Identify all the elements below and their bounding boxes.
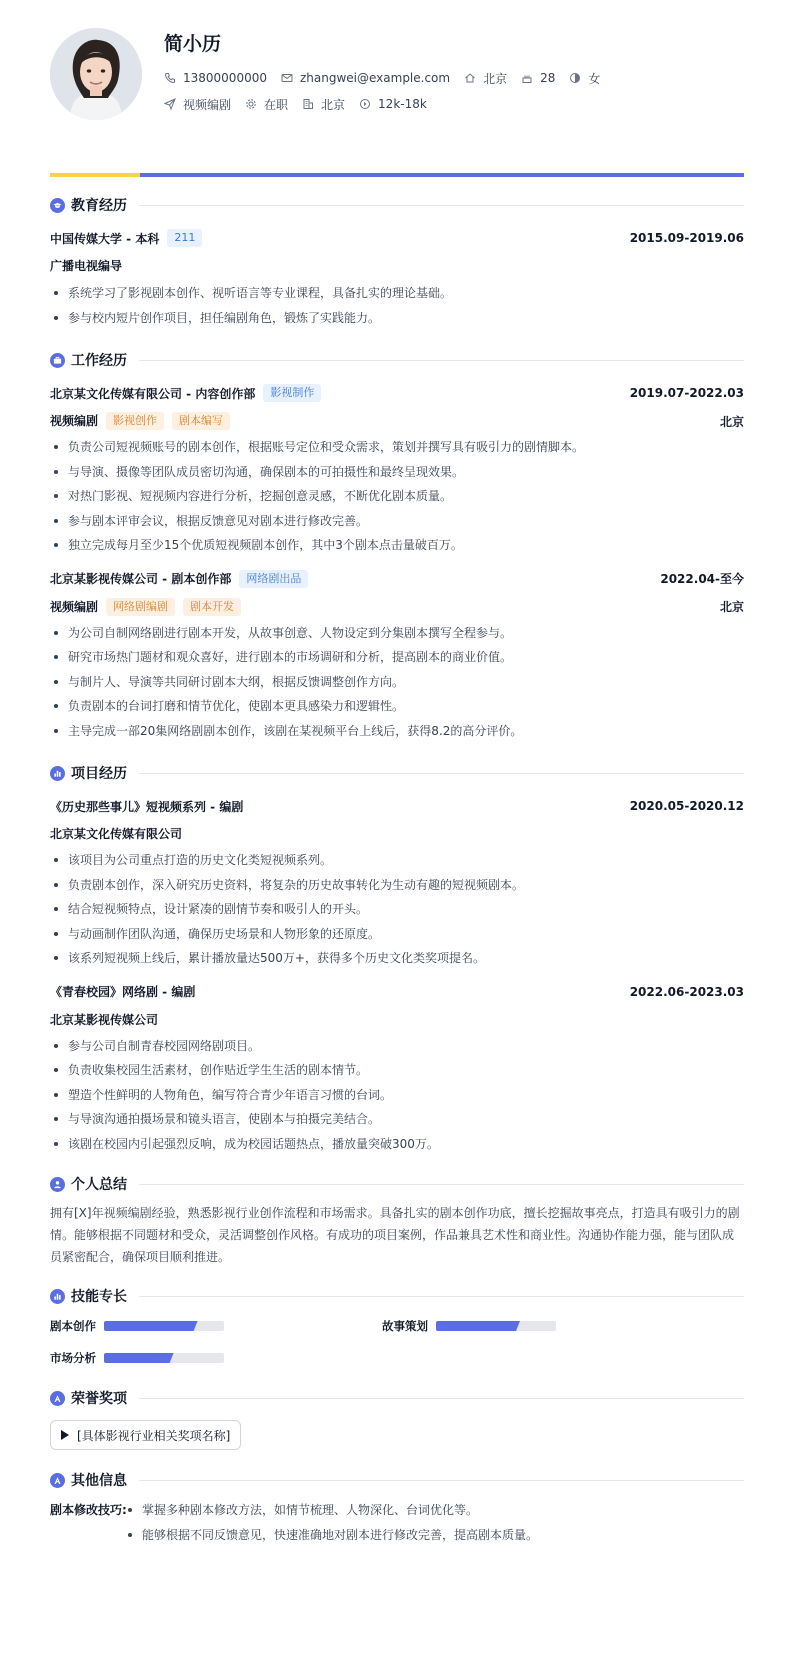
education-entry	[50, 227, 744, 330]
entry-head	[50, 981, 744, 1003]
section-rule	[139, 773, 744, 774]
skill-name: 市场分析	[50, 1351, 96, 1365]
summary-text: 拥有[X]年视频编剧经验，熟悉影视行业创作流程和市场需求。具备扎实的剧本创作功底，擅长挖掘故事亮点，打造具有吸引力的剧情。能够根据不同题材和受众，灵活调整创作风格。有成功的项目案例，作品兼具艺术性和商业性。沟通协作能力强，能与团队成员紧密配合，确保项目顺利推进。	[50, 1206, 740, 1264]
section-other-title	[50, 1470, 744, 1490]
list-item: 与制片人、导演等共同研讨剧本大纲，根据反馈调整创作方向。	[50, 670, 744, 695]
section-rule	[139, 1296, 744, 1297]
skill-fill	[104, 1353, 174, 1363]
entry-head	[50, 382, 744, 404]
mail-icon	[281, 72, 293, 84]
section-heading: 项目经历	[71, 766, 127, 782]
skill-name: 故事策划	[382, 1319, 428, 1333]
portrait-icon	[50, 28, 142, 120]
salary-text: 12k-18k	[378, 97, 427, 111]
entry-period: 2022.06-2023.03	[629, 984, 744, 999]
salary-item	[359, 97, 427, 111]
gender-item	[569, 70, 600, 87]
list-item: 与导演、摄像等团队成员密切沟通，确保剧本的可拍摄性和最终呈现效果。	[50, 460, 744, 485]
section-heading: 教育经历	[71, 198, 127, 214]
coin-icon	[359, 98, 371, 110]
section-rule	[139, 360, 744, 361]
section-education-title	[50, 195, 744, 215]
list-item: 主导完成一部20集网络剧剧本创作，该剧在某视频平台上线后，获得8.2的高分评价。	[50, 719, 744, 744]
project-name: 《青春校园》网络剧 - 编剧	[50, 985, 196, 999]
section-work-title	[50, 350, 744, 370]
project-org: 北京某文化传媒有限公司	[50, 827, 183, 841]
company-tag: 影视制作	[263, 384, 321, 402]
company-name: 北京某影视传媒公司 - 剧本创作部	[50, 572, 232, 586]
project-bullets	[50, 1034, 744, 1157]
section-honors-title	[50, 1388, 744, 1408]
work-city: 北京	[719, 600, 744, 614]
entry-head	[50, 568, 744, 590]
list-item: 与动画制作团队沟通，确保历史场景和人物形象的还原度。	[50, 922, 744, 947]
work-city: 北京	[719, 414, 744, 429]
work-entry	[50, 568, 744, 744]
project-name: 《历史那些事儿》短视频系列 - 编剧	[50, 799, 244, 814]
section-summary-title	[50, 1174, 744, 1194]
phone-item	[164, 71, 267, 85]
home-icon	[464, 72, 476, 84]
section-rule	[139, 1480, 744, 1481]
contact-row	[164, 69, 614, 87]
role-row	[50, 410, 744, 432]
award-item[interactable]	[50, 1420, 241, 1450]
job-text: 视频编剧	[183, 97, 232, 112]
list-item: 塑造个性鲜明的人物角色，编写符合青少年语言习惯的台词。	[50, 1083, 744, 1108]
user-icon	[50, 1177, 65, 1192]
skill-fill	[104, 1321, 198, 1331]
location-text: 北京	[483, 71, 508, 86]
section-heading: 工作经历	[71, 353, 127, 369]
other-bullets	[124, 1498, 538, 1547]
skill-item	[382, 1316, 702, 1336]
skill-item	[50, 1316, 382, 1336]
role-name: 视频编剧	[50, 414, 99, 428]
gender-icon	[569, 72, 581, 84]
major: 广播电视编导	[50, 259, 123, 273]
section-rule	[139, 1398, 744, 1399]
list-item: 研究市场热门题材和观众喜好，进行剧本的市场调研和分析，提高剧本的商业价值。	[50, 645, 744, 670]
list-item: 对热门影视、短视频内容进行分析，挖掘创意灵感，不断优化剧本质量。	[50, 484, 744, 509]
list-item: 能够根据不同反馈意见，快速准确地对剧本进行修改完善，提高剧本质量。	[124, 1523, 538, 1548]
section-heading: 技能专长	[71, 1289, 127, 1305]
job-item	[164, 96, 231, 113]
job-row	[164, 95, 614, 113]
target-city-text: 北京	[321, 97, 346, 112]
skill-bar	[104, 1353, 224, 1363]
phone-icon	[164, 72, 176, 84]
entry-period: 2022.04-至今	[660, 572, 744, 586]
header-divider-highlight	[50, 173, 140, 177]
skill-bar	[436, 1321, 556, 1331]
entry-head	[50, 795, 744, 817]
building-icon	[302, 98, 314, 110]
role-name: 视频编剧	[50, 599, 99, 614]
role-tag: 影视创作	[106, 412, 164, 430]
project-entry	[50, 795, 744, 971]
section-rule	[139, 1184, 744, 1185]
entry-head	[50, 227, 744, 249]
section-heading: 个人总结	[71, 1177, 127, 1193]
entry-period: 2015.09-2019.06	[629, 231, 744, 245]
avatar	[50, 28, 142, 120]
project-entry	[50, 981, 744, 1157]
company-tag: 网络剧出品	[239, 570, 308, 588]
section-rule	[139, 205, 744, 206]
skills-grid	[50, 1316, 744, 1368]
work-bullets	[50, 621, 744, 744]
candidate-name: 简小历	[164, 33, 222, 55]
header-divider-bar	[50, 173, 744, 177]
skill-fill	[436, 1321, 520, 1331]
section-projects-title	[50, 763, 744, 783]
section-heading: 其他信息	[71, 1473, 127, 1489]
role-tag: 网络剧编剧	[106, 598, 175, 616]
award-icon	[50, 1473, 65, 1488]
role-tag: 剧本开发	[183, 598, 241, 616]
gear-icon	[245, 98, 257, 110]
education-bullets	[50, 281, 744, 330]
other-label: 剧本修改技巧:	[50, 1503, 127, 1517]
phone-text: 13800000000	[183, 71, 267, 85]
list-item: 该项目为公司重点打造的历史文化类短视频系列。	[50, 848, 744, 873]
bar-chart-icon	[50, 1289, 65, 1304]
list-item: 参与公司自制青春校园网络剧项目。	[50, 1034, 744, 1059]
list-item: 负责收集校园生活素材，创作贴近学生生活的剧本情节。	[50, 1058, 744, 1083]
work-entry	[50, 382, 744, 558]
list-item: 负责公司短视频账号的剧本创作，根据账号定位和受众需求，策划并撰写具有吸引力的剧情脚本。	[50, 435, 744, 460]
role-row	[50, 596, 744, 618]
list-item: 参与剧本评审会议，根据反馈意见对剧本进行修改完善。	[50, 509, 744, 534]
section-skills-title	[50, 1286, 744, 1306]
email-item	[281, 71, 450, 85]
list-item: 该剧在校园内引起强烈反响，成为校园话题热点，播放量突破300万。	[50, 1132, 744, 1157]
award-icon	[50, 1391, 65, 1406]
school-tag: 211	[167, 229, 202, 247]
location-item	[464, 70, 507, 87]
gender-text: 女	[588, 71, 601, 86]
company-name: 北京某文化传媒有限公司 - 内容创作部	[50, 386, 256, 401]
section-heading: 荣誉奖项	[71, 1391, 127, 1407]
list-item: 与导演沟通拍摄场景和镜头语言，使剧本与拍摄完美结合。	[50, 1107, 744, 1132]
age-item	[521, 71, 555, 85]
target-city-item	[302, 96, 345, 113]
list-item: 结合短视频特点，设计紧凑的剧情节奏和吸引人的开头。	[50, 897, 744, 922]
skill-item	[50, 1348, 382, 1368]
skill-name: 剧本创作	[50, 1319, 96, 1333]
role-tag: 剧本编写	[172, 412, 230, 430]
graduation-cap-icon	[50, 198, 65, 213]
play-icon	[61, 1430, 69, 1440]
email-text: zhangwei@example.com	[299, 71, 451, 85]
list-item: 参与校内短片创作项目，担任编剧角色，锻炼了实践能力。	[50, 306, 744, 331]
list-item: 掌握多种剧本修改方法，如情节梳理、人物深化、台词优化等。	[124, 1498, 538, 1523]
bar-chart-icon	[50, 766, 65, 781]
status-text: 在职	[264, 97, 289, 112]
project-org: 北京某影视传媒公司	[50, 1012, 159, 1027]
cake-icon	[521, 72, 533, 84]
entry-period: 2019.07-2022.03	[629, 386, 744, 400]
project-bullets	[50, 848, 744, 971]
list-item: 独立完成每月至少15个优质短视频剧本创作，其中3个剧本点击量破百万。	[50, 533, 744, 558]
briefcase-icon	[50, 353, 65, 368]
work-bullets	[50, 435, 744, 558]
list-item: 负责剧本的台词打磨和情节优化，使剧本更具感染力和逻辑性。	[50, 694, 744, 719]
send-icon	[164, 98, 176, 110]
age-text: 28	[540, 71, 556, 85]
list-item: 系统学习了影视剧本创作、视听语言等专业课程，具备扎实的理论基础。	[50, 281, 744, 306]
status-item	[245, 96, 288, 113]
other-info	[50, 1498, 744, 1547]
school-name: 中国传媒大学 - 本科	[50, 231, 160, 246]
skill-bar	[104, 1321, 224, 1331]
list-item: 负责剧本创作，深入研究历史资料，将复杂的历史故事转化为生动有趣的短视频剧本。	[50, 873, 744, 898]
award-text: [具体影视行业相关奖项名称]	[77, 1428, 231, 1443]
entry-period: 2020.05-2020.12	[629, 799, 744, 813]
list-item: 为公司自制网络剧进行剧本开发，从故事创意、人物设定到分集剧本撰写全程参与。	[50, 621, 744, 646]
profile-header	[50, 28, 744, 146]
list-item: 该系列短视频上线后，累计播放量达500万+，获得多个历史文化类奖项提名。	[50, 946, 744, 971]
